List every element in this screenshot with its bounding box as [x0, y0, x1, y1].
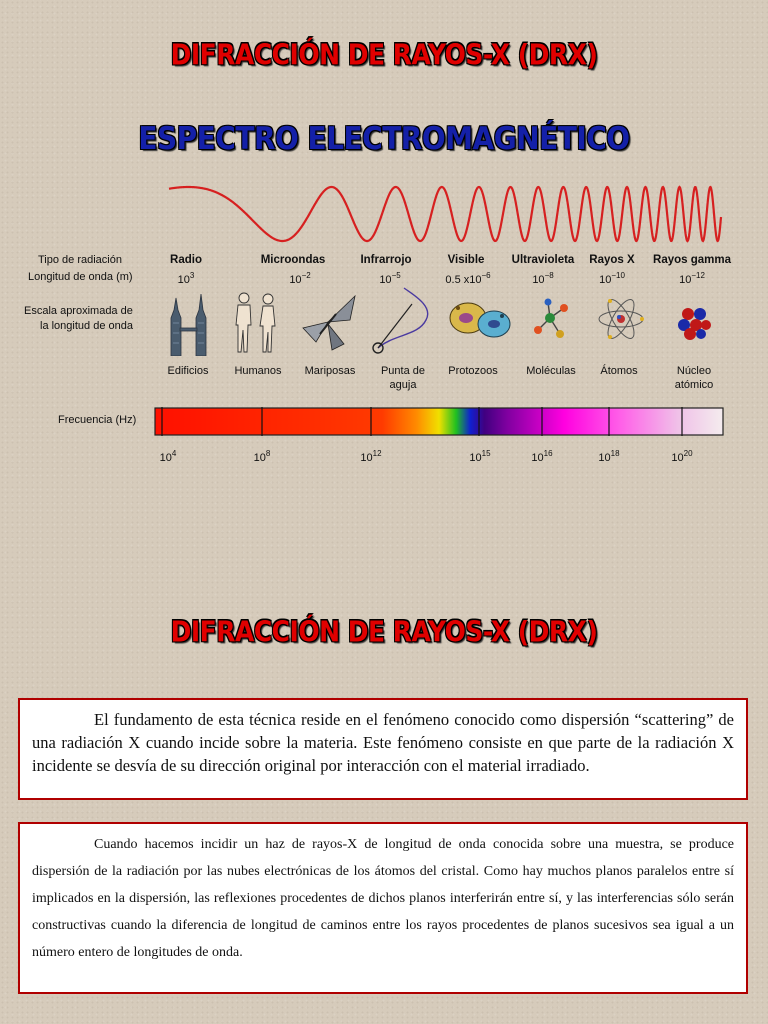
wavelength-xray: $10^{-10}$: [599, 271, 625, 286]
humans-icon: [230, 290, 282, 354]
radiation-visible: Visible: [447, 254, 485, 266]
label-radiation-type: Tipo de radiación: [38, 254, 122, 266]
object-protozoa: Protozoos: [448, 365, 498, 377]
paragraph-1: El fundamento de esta técnica reside en el fenómeno conocido como dispersión “scattering” de una radiación X cuando incide sobre la materia. Este fenómeno consiste en que parte de la radiación X incidente se desvía de su dirección original por interacción con el material irradiado.: [32, 710, 734, 775]
label-scale-line1: Escala aproximada de: [24, 305, 133, 317]
wavelength-ultraviolet: $10^{-8}$: [532, 271, 554, 286]
radiation-xray: Rayos X: [589, 254, 635, 266]
label-wavelength: Longitud de onda (m): [28, 271, 133, 283]
molecule-icon: [530, 294, 572, 344]
object-buildings: Edificios: [167, 365, 209, 377]
atom-icon: [596, 294, 646, 344]
wavelength-visible: 0.5 $x10^{-6}$: [445, 271, 491, 286]
radiation-ultraviolet: Ultravioleta: [511, 254, 575, 266]
radiation-gamma: Rayos gamma: [653, 254, 731, 266]
freq-tick-4: $10^{15}$: [469, 449, 491, 464]
freq-tick-5: $10^{16}$: [531, 449, 553, 464]
section-subtitle: ESPECTRO ELECTROMAGNÉTICO: [138, 120, 630, 157]
object-needle-tip: Punta de aguja: [380, 365, 426, 391]
nucleus-icon: [676, 304, 712, 340]
wave-graphic: [165, 180, 725, 250]
freq-tick-1: $10^4$: [159, 449, 177, 464]
wavelength-infrared: $10^{-5}$: [379, 271, 401, 286]
radiation-radio: Radio: [170, 254, 202, 266]
object-humans: Humanos: [234, 365, 282, 377]
object-molecules: Moléculas: [526, 365, 576, 377]
paragraph-box-1: [18, 698, 748, 800]
buildings-icon: [166, 288, 216, 356]
section-title: DIFRACCIÓN DE RAYOS-X (DRX): [170, 614, 598, 649]
freq-tick-7: $10^{20}$: [671, 449, 693, 464]
wavelength-microwave: $10^{-2}$: [289, 271, 311, 286]
object-butterflies: Mariposas: [304, 365, 356, 377]
paragraph-box-2: [18, 822, 748, 994]
object-nucleus: Núcleo atómico: [674, 365, 714, 391]
label-frequency: Frecuencia (Hz): [58, 414, 137, 426]
freq-tick-3: $10^{12}$: [360, 449, 382, 464]
wavelength-radio: $10^3$: [177, 271, 195, 286]
freq-tick-2: $10^8$: [253, 449, 271, 464]
radiation-infrared: Infrarrojo: [360, 254, 412, 266]
protozoa-icon: [446, 294, 514, 344]
frequency-bar: [154, 407, 724, 437]
paragraph-2: Cuando hacemos incidir un haz de rayos-X de longitud de onda conocida sobre una muestra, se produce dispersión de la radiación por las nubes electrónicas de los átomos del cristal. Como hay muchos planos paralelos entre sí implicados en la dispersión, las reflexiones procedentes de dichos planos interferirán entre sí, y las interferencias sólo serán constructivas cuando la diferencia de longitud de caminos entre los rayos procedentes de planos sucesivos sea igual a un número entero de longitudes de onda.: [32, 837, 734, 960]
object-atoms: Átomos: [600, 365, 638, 377]
radiation-microwave: Microondas: [260, 254, 326, 266]
freq-tick-6: $10^{18}$: [598, 449, 620, 464]
butterfly-icon: [300, 292, 358, 352]
page-title: DIFRACCIÓN DE RAYOS-X (DRX): [170, 37, 598, 72]
needle-icon: [368, 284, 438, 358]
wavelength-gamma: $10^{-12}$: [679, 271, 705, 286]
label-scale-line2: la longitud de onda: [40, 320, 133, 332]
